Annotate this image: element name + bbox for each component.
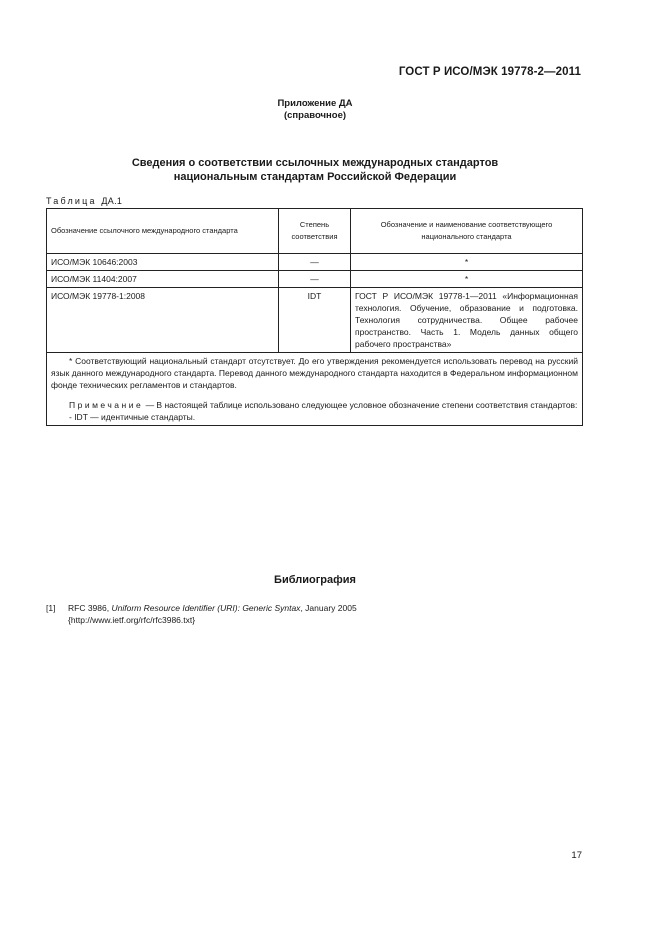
header-degree: Степень соответствия [279, 209, 351, 254]
cell-degree: — [279, 254, 351, 271]
appendix-heading [0, 98, 630, 122]
table-header-row [47, 209, 583, 254]
footnote-text: * Соответствующий национальный стандарт отсутствует. До его утверждения рекомендуется использовать перевод на русский язык данного международного стандарта. Перевод данного международного стандарта находится в Федеральном информационном фонде технических регламентов и стандартов. [51, 356, 578, 390]
table-note [51, 399, 578, 411]
bibliography-entry-title: Uniform Resource Identifier (URI): Generic Syntax [111, 603, 301, 613]
note-label: Примечание [69, 400, 144, 410]
page-number: 17 [571, 850, 582, 861]
table-caption-number: ДА.1 [101, 196, 123, 206]
note-item: - IDT — идентичные стандарты. [69, 412, 196, 422]
bibliography-entry-date: , January 2005 [300, 603, 357, 613]
cell-degree: — [279, 271, 351, 288]
bibliography-list [46, 602, 357, 626]
cell-intl: ИСО/МЭК 10646:2003 [47, 254, 279, 271]
cell-degree: IDT [279, 288, 351, 353]
cell-national: * [351, 271, 583, 288]
bibliography-entry [46, 602, 357, 626]
bibliography-entry-number: [1] [46, 603, 56, 613]
table-footnote-row [47, 353, 583, 426]
standard-code-header: ГОСТ Р ИСО/МЭК 19778-2—2011 [398, 66, 581, 78]
bibliography-entry-url: {http://www.ietf.org/rfc/rfc3986.txt} [68, 615, 196, 625]
cell-intl: ИСО/МЭК 19778-1:2008 [47, 288, 279, 353]
section-title [0, 156, 630, 184]
table-footnote-cell [47, 353, 583, 426]
table-caption-word: Таблица [46, 196, 97, 206]
section-title-line1: Сведения о соответствии ссылочных международных стандартов [131, 157, 499, 169]
table-row [47, 254, 583, 271]
appendix-title: Приложение ДА [277, 98, 353, 109]
note-text: — В настоящей таблице использовано следующее условное обозначение степени соответствия стандартов: [143, 400, 578, 410]
correspondence-table [46, 208, 583, 426]
cell-national: * [351, 254, 583, 271]
bibliography-entry-code: RFC 3986, [68, 603, 110, 613]
header-national-standard: Обозначение и наименование соответствующего национального стандарта [351, 209, 583, 254]
bibliography-title: Библиография [274, 574, 356, 586]
cell-intl: ИСО/МЭК 11404:2007 [47, 271, 279, 288]
table-caption [46, 196, 122, 206]
cell-national: ГОСТ Р ИСО/МЭК 19778-1—2011 «Информационная технология. Обучение, образование и подготовка. Технология сотрудничества. Общее рабочее пространство. Часть 1. Модель данных общего рабочего пространства» [351, 288, 583, 353]
header-intl-standard: Обозначение ссылочного международного стандарта [47, 209, 279, 254]
table-row [47, 288, 583, 353]
table-row [47, 271, 583, 288]
section-title-line2: национальным стандартам Российской Федерации [173, 171, 457, 183]
appendix-subtitle: (справочное) [283, 110, 347, 121]
